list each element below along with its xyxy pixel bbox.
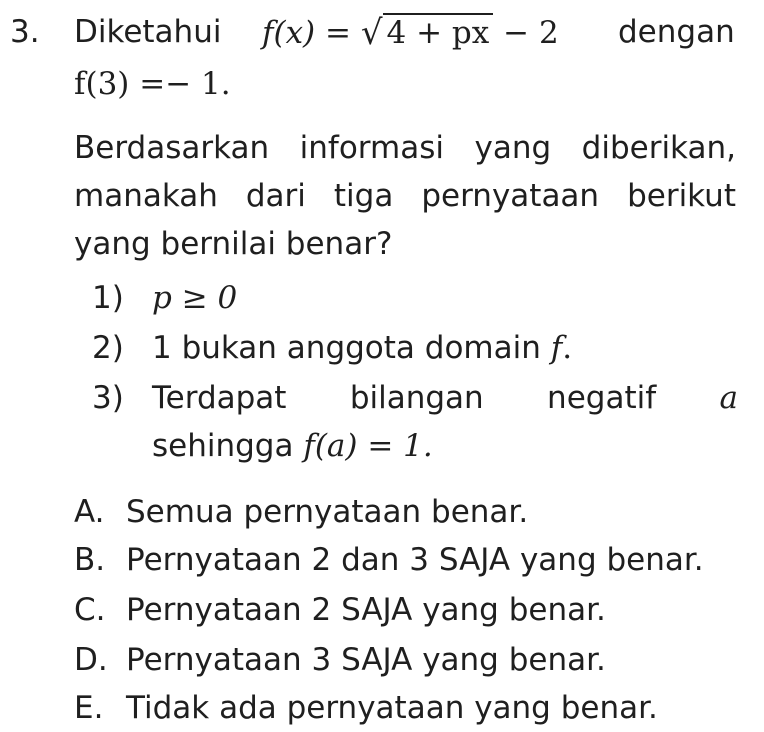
statement-number: 1) <box>92 280 124 316</box>
function-rest: − 2 <box>503 15 559 51</box>
statement-math-tail: f <box>550 330 563 366</box>
option-b[interactable] <box>74 540 704 580</box>
condition: f(3) =− 1. <box>74 66 231 102</box>
option-c[interactable] <box>74 590 606 630</box>
option-d[interactable] <box>74 640 606 680</box>
prompt-line-3: yang bernilai benar? <box>74 226 393 262</box>
statement-tail: . <box>562 330 573 366</box>
option-letter: D. <box>74 642 108 678</box>
option-letter: B. <box>74 542 106 578</box>
option-letter: A. <box>74 494 105 530</box>
statement-math: p ≥ 0 <box>152 280 238 316</box>
statement-math-word: a <box>719 380 738 416</box>
statement-3-line-1: Terdapat bilangan negatif a <box>152 380 738 416</box>
statement-3-number: 3) <box>92 380 124 416</box>
function-definition <box>262 12 559 53</box>
option-letter: C. <box>74 592 106 628</box>
option-e[interactable] <box>74 688 658 728</box>
question-number: 3. <box>10 14 40 50</box>
intro-word: Diketahui <box>74 14 222 50</box>
statement-3-equation: f(a) = 1. <box>303 428 433 464</box>
statement-text: 1 bukan anggota domain <box>152 330 541 366</box>
prompt-line-2: manakah dari tiga pernyataan berikut <box>74 178 736 214</box>
radicand: 4 + px <box>383 13 494 51</box>
option-text: Pernyataan 2 SAJA yang benar. <box>126 592 606 628</box>
with-word: dengan <box>618 14 735 50</box>
statement-3-line-2: sehingga f(a) = 1. <box>152 428 433 464</box>
sqrt-symbol: √ <box>360 13 383 53</box>
statement-number: 2) <box>92 330 124 366</box>
function-lhs: f(x) = <box>262 15 351 51</box>
prompt-line-1: Berdasarkan informasi yang diberikan, <box>74 130 736 166</box>
statement-2 <box>92 328 572 368</box>
statement-1 <box>92 278 237 318</box>
option-text: Pernyataan 3 SAJA yang benar. <box>126 642 606 678</box>
option-letter: E. <box>74 690 104 726</box>
square-root <box>361 12 493 53</box>
option-text: Semua pernyataan benar. <box>126 494 529 530</box>
option-text: Pernyataan 2 dan 3 SAJA yang benar. <box>126 542 704 578</box>
option-text: Tidak ada pernyataan yang benar. <box>126 690 658 726</box>
option-a[interactable] <box>74 492 528 532</box>
